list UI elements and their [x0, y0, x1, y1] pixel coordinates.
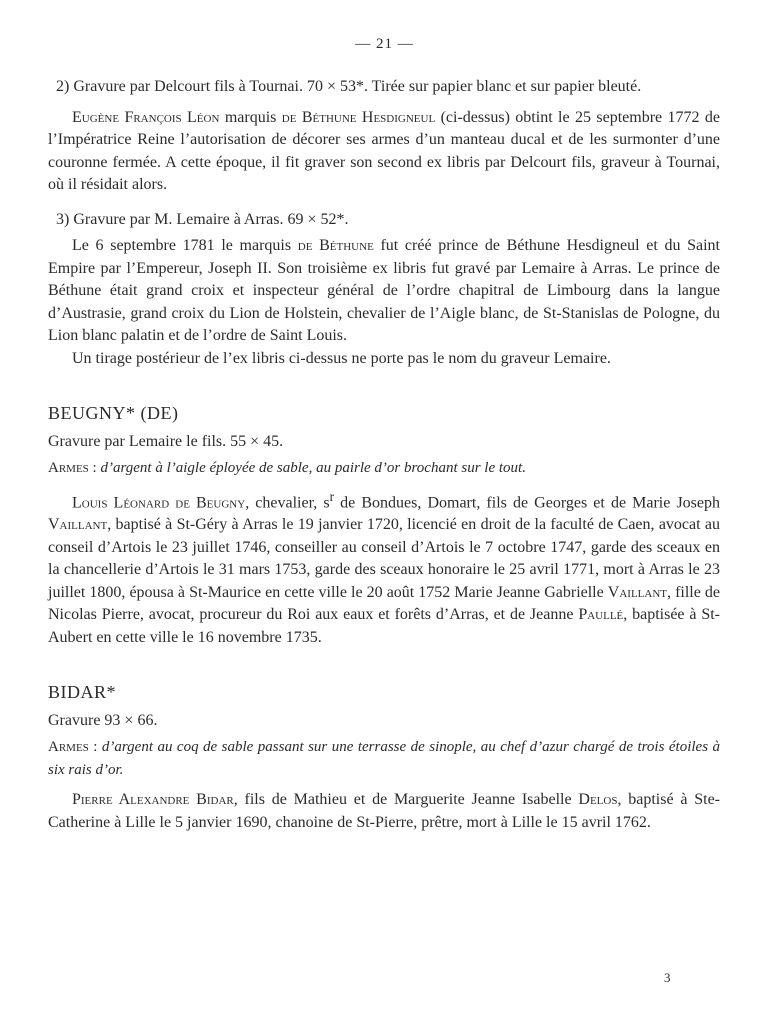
beugny-armes — [48, 457, 720, 480]
person-name: Vaillant — [48, 516, 108, 534]
person-name: Paullé — [578, 606, 624, 624]
heading-bidar: BIDAR* — [48, 682, 117, 703]
person-name: Eugène François Léon — [72, 108, 220, 126]
person-name: Louis Léonard de Beugny — [72, 493, 246, 511]
item-2-title: 2) Gravure par Delcourt fils à Tournai. 70 × 53*. Tirée sur papier blanc et sur papier bleuté. — [56, 78, 642, 95]
item-3-title: 3) Gravure par M. Lemaire à Arras. 69 × 52*. — [56, 210, 349, 228]
beugny-paragraph: Louis Léonard de Beugny, chevalier, $s^r$ de Bondues, Domart, fils de Georges et de Marie Joseph Vaillant, baptisé à St-Géry à Arras le 19 janvier 1720, licencié en droit de la faculté de Caen, avocat au conseil d’Artois le 23 juillet 1746, conseiller au conseil d’Artois le 7 octobre 1747, garde des sceaux en la chancellerie d’Artois le 31 mars 1753, garde des sceaux honoraire le 25 avril 1771, mort à Arras le 23 juillet 1800, épousa à St-Maurice en cette ville le 20 août 1752 Marie Jeanne Gabrielle Vaillant, fille de Nicolas Pierre, avocat, procureur du Roi aux eaux et forêts d’Arras, et de Jeanne Paullé, baptisée à St-Aubert en cette ville le 16 novembre 1735. — [48, 488, 721, 646]
item-3-note: Un tirage postérieur de l’ex libris ci-dessus ne porte pas le nom du graveur Lemaire. — [72, 349, 611, 367]
person-name: de Béthune — [297, 237, 374, 254]
item-3-paragraph: Le 6 septembre 1781 le marquis de Béthune fut créé prince de Béthune Hesdigneul et du Saint Empire par l’Empereur, Joseph II. Son troisième ex libris fut gravé par Lemaire à Arras. Le prince de Béthune était grand croix et inspecteur général de l’ordre chapitral de Limbourg dans la langue d’Austrasie, grand croix du Lion de Holstein, chevalier de l’Aigle blanc, de St-Stanislas de Pologne, du Lion blanc palatin et de l’ordre de Saint Louis. — [48, 237, 721, 344]
person-name: Vaillant — [607, 583, 668, 601]
person-name: Delos — [578, 791, 618, 809]
sheet-number: 3 — [664, 970, 671, 985]
armes-text: d’argent à l’aigle éployée de sable, au pairle d’or brochant sur le tout. — [100, 460, 526, 476]
bidar-paragraph: Pierre Alexandre Bidar, fils de Mathieu et de Marguerite Jeanne Isabelle Delos, baptisé à Ste-Catherine à Lille le 5 janvier 1690, chanoine de St-Pierre, prêtre, mort à Lille le 15 avril 1762. — [48, 791, 720, 831]
beugny-gravure: Gravure par Lemaire le fils. 55 × 45. — [48, 432, 284, 450]
page-number: — 21 — — [355, 36, 414, 52]
page-content — [48, 74, 720, 834]
heading-beugny: BEUGNY* (DE) — [48, 403, 179, 423]
armes-label: Armes : — [48, 460, 97, 476]
bidar-armes — [48, 736, 720, 781]
item-2-paragraph: Eugène François Léon marquis de Béthune Hesdigneul (ci-dessus) obtint le 25 septembre 1772 de l’Impératrice Reine l’autorisation de décorer ses armes d’un manteau ducal et de les surmonter d’une couronne fermée. A cette époque, il fit graver son second ex libris par Delcourt fils, graveur à Tournai, où il résidait alors. — [48, 108, 721, 193]
armes-label: Armes : — [48, 739, 98, 756]
armes-text: d’argent au coq de sable passant sur une terrasse de sinople, au chef d’azur chargé de trois étoiles à six rais d’or. — [48, 739, 720, 778]
person-name: Pierre Alexandre Bidar — [72, 791, 234, 809]
person-name: de Béthune Hesdigneul — [281, 108, 436, 126]
bidar-gravure: Gravure 93 × 66. — [48, 711, 158, 729]
